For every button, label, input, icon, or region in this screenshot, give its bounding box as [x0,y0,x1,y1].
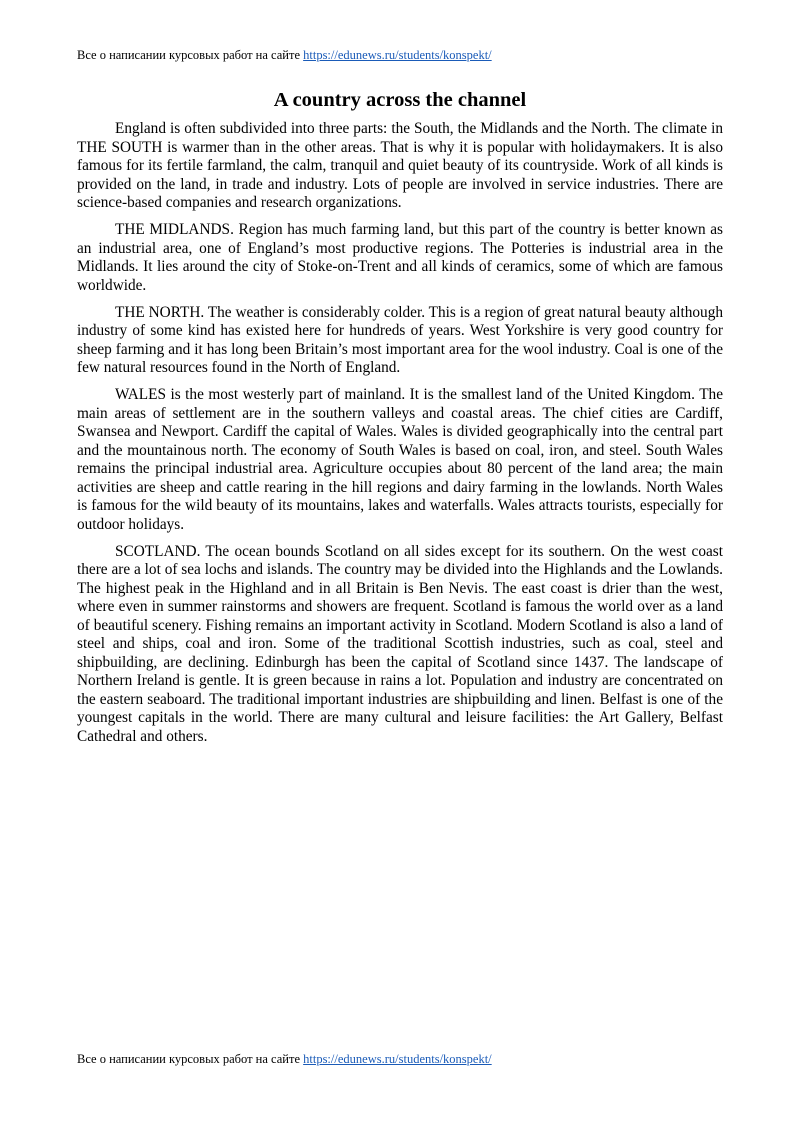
header-text: Все о написании курсовых работ на сайте [77,48,304,62]
paragraph-wales: WALES is the most westerly part of mainland. It is the smallest land of the United Kingdom. The main areas of settlement are in the southern valleys and coastal areas. The chief cities are Cardiff, Swansea and Newport. Cardiff the capital of Wales. Wales is divided geographically into the central part and the mountainous north. The economy of South Wales is based on coal, iron, and steel. South Wales remains the principal industrial area. Agriculture occupies about 80 percent of the land area; the main activities are sheep and cattle rearing in the hill regions and dairy farming in the lowlands. North Wales is famous for the wild beauty of its mountains, lakes and waterfalls. Wales attracts tourists, especially for outdoor holidays. [77,386,723,533]
page-header [77,47,492,63]
paragraph-scotland: SCOTLAND. The ocean bounds Scotland on all sides except for its southern. On the west coast there are a lot of sea lochs and islands. The country may be divided into the Highlands and the Lowlands. The highest peak in the Highland and in all Britain is Ben Nevis. The east coast is drier than the west, where even in summer rainstorms and showers are frequent. Scotland is famous the world over as a land of beautiful scenery. Fishing remains an important activity in Scotland. Modern Scotland is also a land of steel and ships, coal and iron. Some of the traditional Scottish industries, such as coal, steel and shipbuilding, are declining. Edinburgh has been the capital of Scotland since 1437. The landscape of Northern Ireland is gentle. It is green because in rains a lot. Population and industry are concentrated on the eastern seaboard. The traditional important industries are shipbuilding and linen. Belfast is one of the youngest capitals in the world. There are many cultural and leisure facilities: the Art Gallery, Belfast Cathedral and others. [77,542,723,745]
footer-text: Все о написании курсовых работ на сайте [77,1052,304,1066]
header-link[interactable]: https://edunews.ru/students/konspekt/ [303,48,492,62]
paragraph-north: THE NORTH. The weather is considerably colder. This is a region of great natural beauty although industry of some kind has existed here for hundreds of years. West Yorkshire is very good country for sheep farming and it has long been Britain’s most important area for the wool industry. Coal is one of the few natural resources found in the North of England. [77,303,723,376]
footer-link[interactable]: https://edunews.ru/students/konspekt/ [303,1052,492,1066]
document-body [77,120,723,755]
page-footer [77,1051,492,1067]
document-title: A country across the channel [273,89,527,111]
paragraph-south: England is often subdivided into three parts: the South, the Midlands and the North. The climate in THE SOUTH is warmer than in the other areas. That is why it is popular with holidaymakers. It is also famous for its fertile farmland, the calm, tranquil and quiet beauty of its countryside. Work of all kinds is provided on the land, in trade and industry. Lots of people are involved in service industries. There are science-based companies and research organizations. [77,120,723,211]
paragraph-midlands: THE MIDLANDS. Region has much farming land, but this part of the country is better known as an industrial area, one of England’s most productive regions. The Potteries is industrial area in the Midlands. It lies around the city of Stoke-on-Trent and all kinds of ceramics, some of which are famous worldwide. [77,221,723,294]
